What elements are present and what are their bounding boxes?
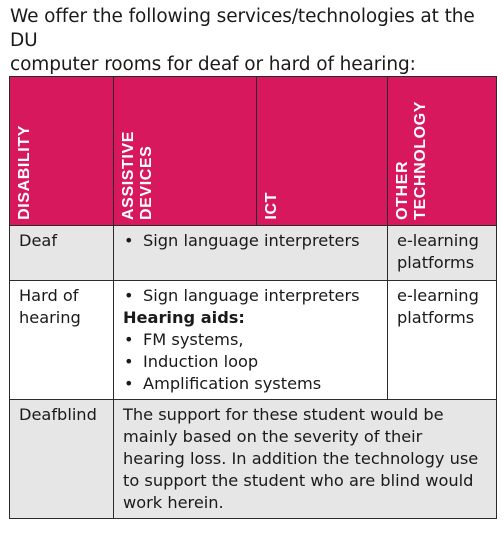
header-ict xyxy=(257,77,388,226)
intro-text: We offer the following services/technologies at the DU computer rooms for deaf or hard of hearing: xyxy=(10,6,475,75)
disability-hard-of-hearing-text: Hard of hearing xyxy=(19,286,81,327)
other-hard-of-hearing-text: e-learning platforms xyxy=(397,286,479,327)
cell-support-deafblind xyxy=(114,400,497,519)
table-row-hard-of-hearing xyxy=(10,281,497,400)
header-assistive-devices-label: ASSISTIVE DEVICES xyxy=(120,131,155,220)
list-item: • Sign language interpreters xyxy=(123,285,379,307)
header-disability xyxy=(10,77,114,226)
header-disability-label: DISABILITY xyxy=(16,125,33,220)
disability-deaf-text: Deaf xyxy=(19,231,58,250)
cell-disability-deaf xyxy=(10,226,114,281)
list-item: • Induction loop xyxy=(123,351,379,373)
header-other-technology xyxy=(388,77,497,226)
header-other-technology-label: OTHER TECHNOLOGY xyxy=(394,101,429,220)
disability-deafblind-text: Deafblind xyxy=(19,405,97,424)
cell-other-deaf xyxy=(388,226,497,281)
header-ict-label: ICT xyxy=(263,192,280,220)
list-item: • Amplification systems xyxy=(123,373,379,395)
other-deaf-text: e-learning platforms xyxy=(397,231,479,272)
cell-devices-deaf xyxy=(114,226,388,281)
list-item: • Sign language interpreters xyxy=(123,230,379,252)
deafblind-support-text: The support for these student would be mainly based on the severity of their hearing loss. In addition the technology use to support the student who are blind would work herein. xyxy=(123,405,479,512)
hearing-aids-label: Hearing aids: xyxy=(123,308,245,327)
header-row xyxy=(10,77,497,226)
cell-disability-deafblind xyxy=(10,400,114,519)
services-table xyxy=(9,76,497,519)
cell-disability-hard-of-hearing xyxy=(10,281,114,400)
table-row-deaf xyxy=(10,226,497,281)
header-assistive-devices xyxy=(114,77,257,226)
cell-devices-hard-of-hearing xyxy=(114,281,388,400)
table-row-deafblind xyxy=(10,400,497,519)
list-item: • FM systems, xyxy=(123,329,379,351)
cell-other-hard-of-hearing xyxy=(388,281,497,400)
